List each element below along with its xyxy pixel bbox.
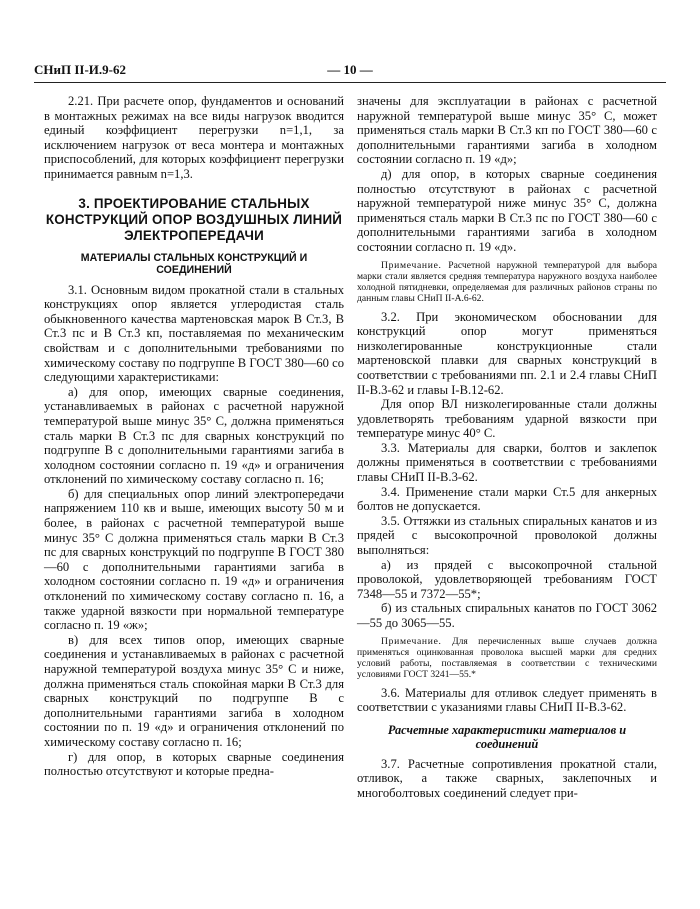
paragraph-2-21: 2.21. При расчете опор, фундаментов и оснований в монтажных режимах на все виды нагрузок вводится единый коэффициент перегрузки n=1,1, за исключением нагрузок от веса монтера и монтажных приспособлений, для которых коэффициент перегрузки принимается равным n=1,3. (44, 94, 344, 181)
paragraph-3-6: 3.6. Материалы для отливок следует применять в соответствии с указаниями главы СНиП II-В.3-62. (357, 685, 657, 715)
paragraph-3-5-a: а) из прядей с высокопрочной стальной проволокой, удовлетворяющей требованиям ГОСТ 7348—55 и 7372—55*; (357, 557, 657, 601)
paragraph-3-1-v: в) для всех типов опор, имеющих сварные соединения и устанавливаемых в районах с расчетной наружной температурой воздуха минус 35° С и ниже, должна применяться сталь спокойная марки В Ст.3 для сварных конструкций по подгруппе В с дополнительными гарантиями загиба в холодном состоянии по п. 19 «д» и ограничения отклонений по химическому составу согласно п. 16; (44, 632, 344, 749)
page-number: — 10 — (327, 62, 373, 77)
paragraph-3-5: 3.5. Оттяжки из стальных спиральных канатов и из прядей с высокопрочной проволокой должны выполняться: (357, 513, 657, 558)
paragraph-3-1-d: д) для опор, в которых сварные соединения полностью отсутствуют в районах с расчетной наружной температурой ниже минус 35° С, должна применяться сталь марки В Ст.3 пс по ГОСТ 380—60 с дополнительными гарантиями загиба в холодном состоянии согласно п. 19 «д». (357, 166, 657, 254)
paragraph-3-1-g: г) для опор, в которых сварные соединения полностью отсутствуют и которые предна- (44, 749, 344, 779)
subsection-title-characteristics: Расчетные характеристики материалов и соединений (387, 722, 627, 751)
paragraph-3-2-b: Для опор ВЛ низколегированные стали должны удовлетворять требованиям ударной вязкости при температуре минус 40° С. (357, 397, 657, 441)
paragraph-3-7: 3.7. Расчетные сопротивления прокатной стали, отливок, а также сварных, заклепочных и многоболтовых соединений следует при- (357, 756, 657, 800)
paragraph-3-1-a: а) для опор, имеющих сварные соединения, устанавливаемых в районах с расчетной наружной температурой выше минус 35° С, должна применяться сталь марки В Ст.3 пс для сварных конструкций по подгруппе В с дополнительными гарантиями загиба в холодном состоянии согласно п. 19 «д» и ограничения отклонений по химическому составу согласно п. 16; (44, 384, 344, 487)
left-column (44, 94, 344, 779)
paragraph-3-2: 3.2. При экономическом обосновании для конструкций опор могут применяться низколегированные конструкционные стали мартеновской плавки для сварных конструкций в соответствии с требованиями пп. 2.1 и 2.4 главы СНиП II-В.3-62 и главы I-В.12-62. (357, 309, 657, 397)
paragraph-3-1-g-continued: значены для эксплуатации в районах с расчетной наружной температурой выше минус 35° С, может применяться сталь марки В Ст.3 кп по ГОСТ 380—60 с дополнительными гарантиями загиба в холодном состоянии согласно п. 19 «д»; (357, 94, 657, 167)
paragraph-3-1: 3.1. Основным видом прокатной стали в стальных конструкциях опор является углеродистая сталь обыкновенного качества мартеновская марок В Ст.3, В Ст.3 пс и В Ст.3 кп, поставляемая по механическим свойствам и с дополнительными требованиями по химическому составу по подгруппе В ГОСТ 380—60 со следующими характеристиками: (44, 282, 344, 385)
right-column (357, 94, 657, 801)
paragraph-3-4: 3.4. Применение стали марки Ст.5 для анкерных болтов не допускается. (357, 484, 657, 514)
page-header (34, 62, 666, 83)
note-1-label: Примечание. (381, 259, 442, 271)
note-2 (357, 636, 657, 680)
note-2-text: Для перечисленных выше случаев должна применяться оцинкованная проволока высшей марки для средних условий работы, поставляемая в соответствии с техническими условиями ГОСТ 3241—55.* (357, 635, 658, 680)
paragraph-3-5-b: б) из стальных спиральных канатов по ГОСТ 3062—55 до 3065—55. (357, 601, 657, 630)
note-1-text: Расчетной наружной температурой для выбора марки стали является средняя температура наружного воздуха наиболее холодной пятидневки, определяемая для различных районов страны по данным главы СНиП II-А.6-62. (357, 259, 657, 304)
subsection-title-materials: МАТЕРИАЛЫ СТАЛЬНЫХ КОНСТРУКЦИЙ И СОЕДИНЕНИЙ (80, 251, 308, 277)
paragraph-3-1-b: б) для специальных опор линий электропередачи напряжением 110 кв и выше, имеющих высоту 50 м и более, в районах с расчетной температурой выше минус 35° С должна применяться сталь марки В Ст.3 пс для сварных конструкций по подгруппе В ГОСТ 380—60 с дополнительными гарантиями загиба в холодном состоянии согласно п. 19 «д» и ограничения отклонений по химическому составу согласно п. 16, а также ударной вязкости при нормальной температуре согласно п. 19 «ж»; (44, 486, 344, 633)
document-code: СНиП II-И.9-62 (34, 62, 126, 77)
section-title: 3. ПРОЕКТИРОВАНИЕ СТАЛЬНЫХ КОНСТРУКЦИЙ ОПОР ВОЗДУШНЫХ ЛИНИЙ ЭЛЕКТРОПЕРЕДАЧИ (45, 195, 343, 243)
note-2-label: Примечание. (381, 635, 442, 647)
paragraph-3-3: 3.3. Материалы для сварки, болтов и заклепок должны применяться в соответствии с требованиями главы СНиП II-В.3-62. (357, 440, 657, 485)
note-1 (357, 260, 657, 304)
